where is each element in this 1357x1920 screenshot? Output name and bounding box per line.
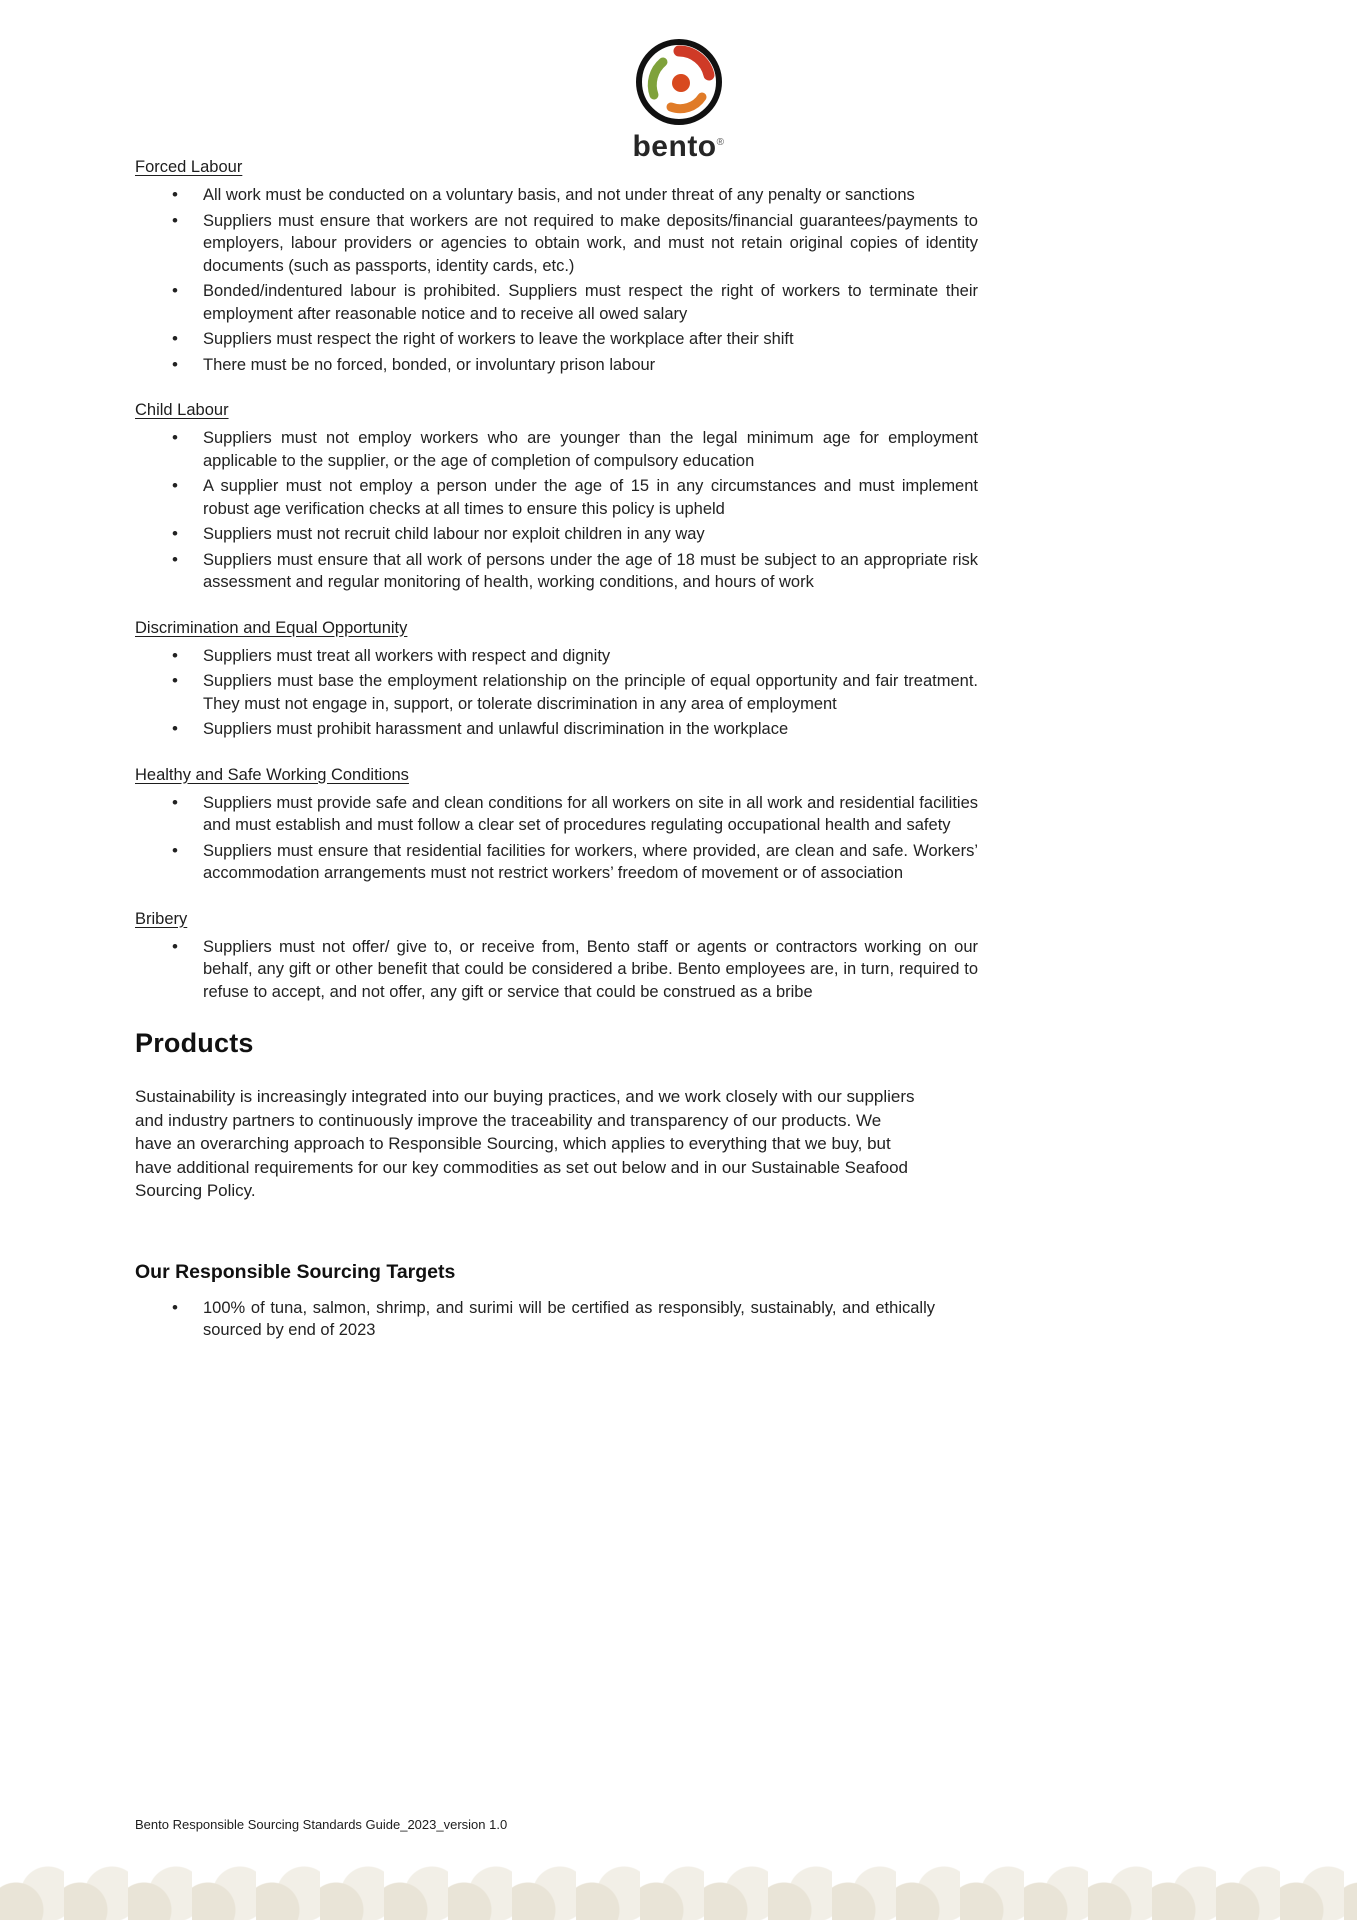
section-health-safety [135, 766, 978, 885]
bullet-list-forced-labour [135, 184, 978, 376]
targets-heading: Our Responsible Sourcing Targets [135, 1260, 456, 1283]
products-paragraph: Sustainability is increasingly integrated into our buying practices, and we work closely with our suppliers and industry partners to continuously improve the traceability and transparency of our products. We have an overarching approach to Responsible Sourcing, which applies to everything that we buy, but have additional requirements for our key commodities as set out below and in our Sustainable Seafood Sourcing Policy. [135, 1087, 915, 1200]
products-heading: Products [135, 1028, 254, 1058]
section-forced-labour [135, 158, 978, 376]
section-heading-child-labour: Child Labour [135, 401, 229, 419]
bullet-item: • Suppliers must not employ workers who are younger than the legal minimum age for employment applicable to the supplier, or the age of completion of compulsory education [135, 427, 978, 472]
document-footer: Bento Responsible Sourcing Standards Guide_2023_version 1.0 [135, 1817, 508, 1832]
bullet-item: • Suppliers must ensure that all work of persons under the age of 18 must be subject to an appropriate risk assessment and regular monitoring of health, working conditions, and hours of work [135, 549, 978, 594]
bento-logo-icon [633, 36, 725, 128]
document-content [135, 158, 978, 1345]
bullet-list-bribery [135, 936, 978, 1004]
section-child-labour [135, 401, 978, 594]
brand-wordmark: bento® [632, 130, 725, 163]
bullet-item: • Suppliers must not recruit child labour nor exploit children in any way [135, 523, 978, 546]
bullet-item: • Suppliers must prohibit harassment and unlawful discrimination in the workplace [135, 718, 978, 741]
bullet-list-child-labour [135, 427, 978, 594]
decorative-dots-border [0, 1854, 1357, 1920]
bullet-item: • Suppliers must respect the right of workers to leave the workplace after their shift [135, 328, 978, 351]
bullet-item: • Suppliers must ensure that residential facilities for workers, where provided, are clean and safe. Workers’ accommodation arrangements must not restrict workers’ freedom of movement or of association [135, 840, 978, 885]
bullet-item: • Suppliers must not offer/ give to, or receive from, Bento staff or agents or contractors working on our behalf, any gift or other benefit that could be considered a bribe. Bento employees are, in turn, required to refuse to accept, and not offer, any gift or service that could be construed as a bribe [135, 936, 978, 1004]
bullet-item: • All work must be conducted on a voluntary basis, and not under threat of any penalty or sanctions [135, 184, 978, 207]
section-discrimination [135, 619, 978, 741]
bullet-item: • Suppliers must provide safe and clean conditions for all workers on site in all work and residential facilities and must establish and must follow a clear set of procedures regulating occupational health and safety [135, 792, 978, 837]
section-bribery [135, 910, 978, 1004]
bullet-item: • There must be no forced, bonded, or involuntary prison labour [135, 354, 978, 377]
targets-bullet-list [135, 1297, 935, 1342]
bullet-list-discrimination [135, 645, 978, 741]
section-heading-bribery: Bribery [135, 909, 188, 928]
bullet-item: • 100% of tuna, salmon, shrimp, and surimi will be certified as responsibly, sustainably, and ethically sourced by end of 2023 [135, 1297, 935, 1342]
registered-trademark-symbol: ® [716, 137, 725, 148]
section-heading-health-safety: Healthy and Safe Working Conditions [135, 765, 409, 784]
bullet-item: • Suppliers must base the employment relationship on the principle of equal opportunity and fair treatment. They must not engage in, support, or tolerate discrimination in any area of employment [135, 670, 978, 715]
bullet-item: • Suppliers must treat all workers with respect and dignity [135, 645, 978, 668]
section-heading-forced-labour: Forced Labour [135, 158, 243, 176]
bullet-item: • Bonded/indentured labour is prohibited. Suppliers must respect the right of workers to terminate their employment after reasonable notice and to receive all owed salary [135, 280, 978, 325]
brand-logo [0, 36, 1357, 164]
bullet-item: • Suppliers must ensure that workers are not required to make deposits/financial guarantees/payments to employers, labour providers or agencies to obtain work, and must not retain original copies of identity documents (such as passports, identity cards, etc.) [135, 210, 978, 278]
section-heading-discrimination: Discrimination and Equal Opportunity [135, 618, 408, 637]
bullet-list-health-safety [135, 792, 978, 885]
bullet-item: • A supplier must not employ a person under the age of 15 in any circumstances and must implement robust age verification checks at all times to ensure this policy is upheld [135, 475, 978, 520]
